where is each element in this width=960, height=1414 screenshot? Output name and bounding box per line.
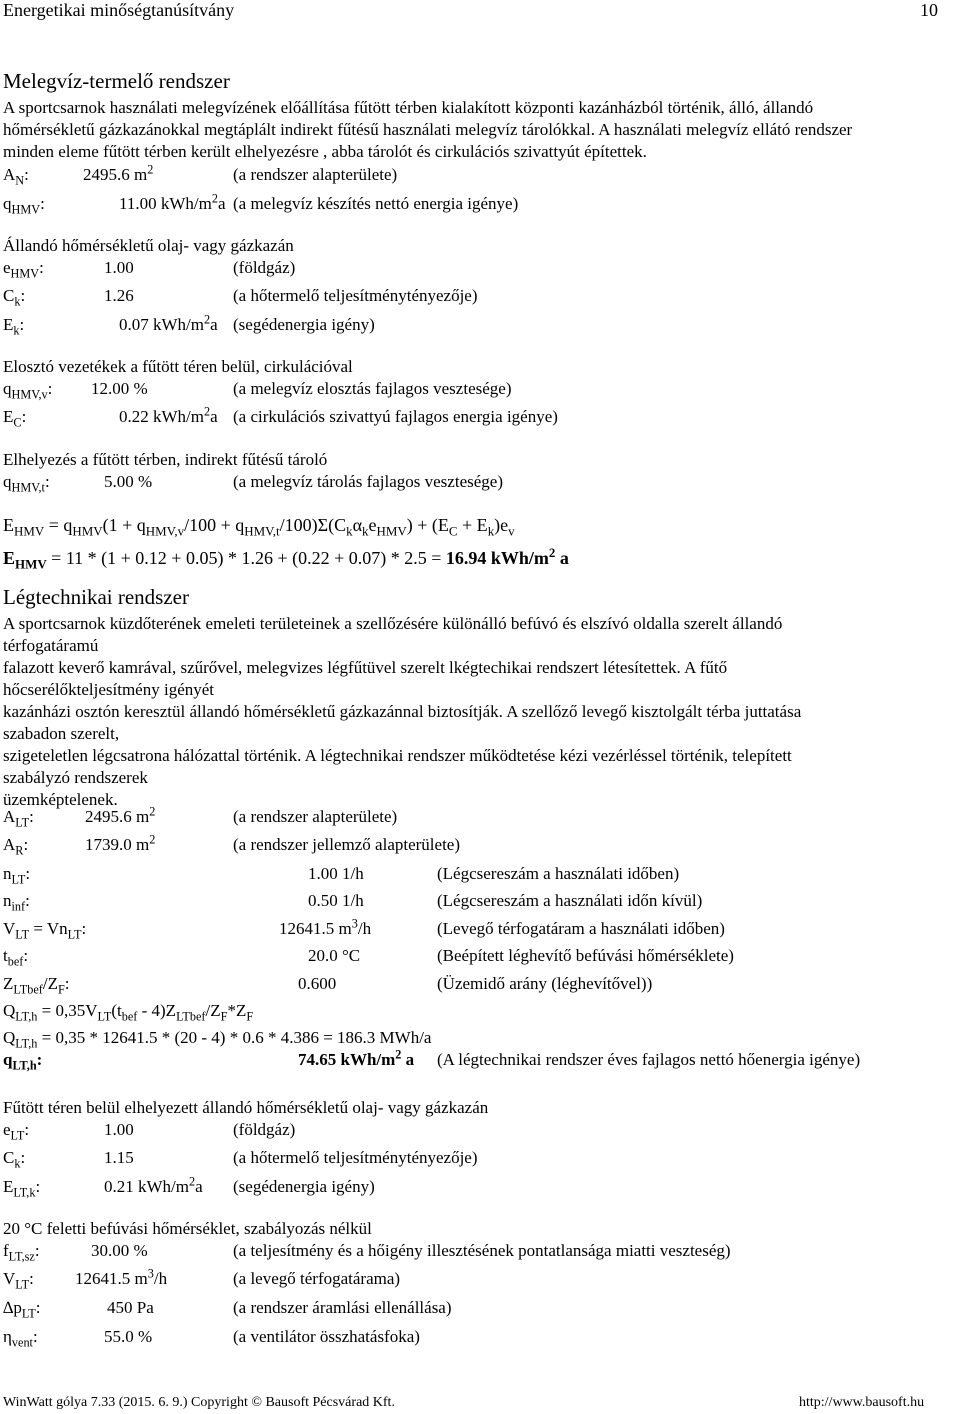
text-fragment: HMV,v xyxy=(145,523,185,539)
text-fragment: LT,h xyxy=(15,1009,38,1024)
ehmv-description: (földgáz) xyxy=(233,258,296,277)
footer-copyright: WinWatt gólya 7.33 (2015. 6. 9.) Copyright © Bausoft Pécsvárad Kft. xyxy=(3,1395,395,1410)
text-fragment: LT xyxy=(15,927,30,942)
qlth-result-value xyxy=(298,1047,415,1070)
text-fragment: 3 xyxy=(351,916,358,931)
text-fragment: 2 xyxy=(189,1174,196,1189)
text-fragment: C xyxy=(448,523,458,539)
text-fragment: LT xyxy=(10,1128,25,1143)
qhmvt-value xyxy=(104,472,152,492)
alt-description: (a rendszer alapterülete) xyxy=(233,807,398,826)
text-fragment: LT xyxy=(15,815,30,830)
text-fragment: k xyxy=(14,1156,21,1171)
text-fragment: LT xyxy=(15,1277,30,1292)
text-fragment: N xyxy=(15,173,25,188)
text-fragment: 20.0 °C xyxy=(308,946,361,965)
ninf-symbol xyxy=(3,891,30,914)
ck-description: (a hőtermelő teljesítménytényezője) xyxy=(233,286,478,305)
text-fragment: E xyxy=(3,315,14,334)
text-fragment: f xyxy=(3,1241,9,1260)
text-fragment: HMV xyxy=(14,523,45,539)
text-fragment: (t xyxy=(111,1001,122,1020)
text-fragment: 3 xyxy=(147,1266,154,1281)
text-fragment: ∆p xyxy=(3,1298,22,1317)
text-fragment: 30.00 % xyxy=(91,1241,148,1260)
text-fragment: HMV,t xyxy=(11,480,45,495)
text-fragment: LT,k xyxy=(13,1185,36,1200)
text-fragment: = 0,35V xyxy=(37,1001,98,1020)
text-fragment: t xyxy=(3,946,8,965)
text-fragment: HMV xyxy=(72,523,103,539)
qhmvt-symbol xyxy=(3,472,50,495)
text-fragment: *Z xyxy=(227,1001,247,1020)
an-description: (a rendszer alapterülete) xyxy=(233,165,398,184)
text-fragment: A xyxy=(3,835,16,854)
ck-lt-symbol xyxy=(3,1148,26,1171)
text-fragment: V xyxy=(3,919,16,938)
text-fragment: E xyxy=(3,515,14,535)
ec-description: (a cirkulációs szivattyú fajlagos energia igénye) xyxy=(233,407,558,426)
text-fragment: a xyxy=(401,1050,415,1069)
lt-boiler-heading: Fűtött téren belül elhelyezett állandó hőmérsékletű olaj- vagy gázkazán xyxy=(3,1098,489,1117)
hmv-boiler-heading: Állandó hőmérsékletű olaj- vagy gázkazán xyxy=(3,236,294,255)
text-fragment: 2 xyxy=(211,191,218,206)
text-fragment: Z xyxy=(3,974,14,993)
ar-symbol xyxy=(3,835,29,858)
text-fragment: LT xyxy=(67,927,82,942)
text-fragment: /Z xyxy=(42,974,58,993)
text-fragment: : xyxy=(39,258,44,277)
text-fragment: HMV,v xyxy=(11,387,48,402)
text-fragment: E xyxy=(3,1177,14,1196)
text-fragment: 0.50 1/h xyxy=(308,891,364,910)
qlth-result-symbol xyxy=(3,1050,43,1073)
text-fragment: : xyxy=(25,891,30,910)
lt-intro-line: kazánházi osztón keresztül állandó hőmérsékletű gázkazánnal biztosítják. A szellőző levegő kisztolgált térba juttatása xyxy=(3,702,802,721)
text-fragment: : xyxy=(35,1298,41,1317)
text-fragment: a xyxy=(555,548,569,568)
elt-symbol xyxy=(3,1120,30,1143)
dplt-value xyxy=(107,1298,154,1318)
dplt-symbol xyxy=(3,1298,41,1321)
qhmvv-value xyxy=(91,379,148,399)
text-fragment: : xyxy=(36,1050,43,1069)
text-fragment: = 0,35 * 12641.5 * (20 - 4) * 0.6 * 4.386 = 186.3 MWh/a xyxy=(37,1028,432,1047)
text-fragment: ) + (E xyxy=(406,515,449,535)
text-fragment: = q xyxy=(44,515,73,535)
qhmv-description: (a melegvíz készítés nettó energia igénye) xyxy=(233,194,519,213)
text-fragment: : xyxy=(25,864,31,883)
text-fragment: 5.00 % xyxy=(104,472,153,491)
text-fragment: LT,h xyxy=(15,1036,38,1051)
elt-description: (földgáz) xyxy=(233,1120,296,1139)
elt-value xyxy=(104,1120,134,1140)
text-fragment: /h xyxy=(153,1269,168,1288)
hmv-intro-line: hőmérsékletű gázkazánokkal megtáplált indirekt fűtésű használati melegvíz tárolókkal. A használati melegvíz ellátó rendszer xyxy=(3,120,853,139)
tbef-value xyxy=(308,946,360,966)
an-value xyxy=(83,162,154,185)
text-fragment: 0.07 kWh/m xyxy=(119,315,204,334)
text-fragment: - 4)Z xyxy=(137,1001,177,1020)
text-fragment: LTbef xyxy=(13,982,43,997)
qlth-formula xyxy=(3,1001,254,1024)
text-fragment: 0.21 kWh/m xyxy=(104,1177,189,1196)
text-fragment: 2495.6 m xyxy=(85,807,150,826)
text-fragment: a xyxy=(210,315,218,334)
qlth-result-description: (A légtechnikai rendszer éves fajlagos nettó hőenergia igénye) xyxy=(437,1050,861,1069)
qhmv-value xyxy=(119,191,226,214)
qlth-calculation xyxy=(3,1028,432,1051)
text-fragment: : xyxy=(32,1327,38,1346)
an-symbol xyxy=(3,165,29,188)
text-fragment: Q xyxy=(3,1001,16,1020)
eltk-value xyxy=(104,1174,203,1197)
ehmv-value xyxy=(104,258,134,278)
nlt-description: (Légcsereszám a használati időben) xyxy=(437,864,680,883)
ehmv-symbol xyxy=(3,258,44,281)
text-fragment: 2 xyxy=(395,1047,402,1062)
text-fragment: : xyxy=(24,165,29,184)
text-fragment: : xyxy=(64,974,70,993)
text-fragment: HMV,t xyxy=(244,523,280,539)
lt-intro-line: A sportcsarnok küzdőterének emeleti területeinek a szellőzésére különálló befúvó és elszívó oldalla szerelt állandó xyxy=(3,614,783,633)
text-fragment: q xyxy=(3,379,12,398)
vlt2-description: (a levegő térfogatárama) xyxy=(233,1269,401,1288)
text-fragment: k xyxy=(13,323,20,338)
text-fragment: C xyxy=(3,1148,15,1167)
text-fragment: 2 xyxy=(149,832,156,847)
flt-value xyxy=(91,1241,148,1261)
text-fragment: 0.600 xyxy=(298,974,337,993)
text-fragment: α xyxy=(352,515,363,535)
hmv-result xyxy=(3,544,569,572)
text-fragment: q xyxy=(3,194,12,213)
ec-symbol xyxy=(3,407,27,430)
text-fragment: R xyxy=(15,843,24,858)
text-fragment: e xyxy=(3,258,11,277)
text-fragment: 2 xyxy=(149,804,156,819)
alt-symbol xyxy=(3,807,34,830)
tbef-symbol xyxy=(3,946,29,969)
hmv-distribution-heading: Elosztó vezetékek a fűtött téren belül, cirkulációval xyxy=(3,357,353,376)
text-fragment: : xyxy=(19,315,25,334)
text-fragment: 0.22 kWh/m xyxy=(119,407,204,426)
text-fragment: HMV xyxy=(15,556,47,572)
hmv-intro-line: minden eleme fűtött térben került elhelyezésre , abba tárolót és cirkulációs szivattyút építettek. xyxy=(3,142,647,161)
section-heading-hmv: Melegvíz-termelő rendszer xyxy=(3,69,230,93)
qhmvv-symbol xyxy=(3,379,53,402)
text-fragment: : xyxy=(29,807,34,826)
text-fragment: 2495.6 m xyxy=(83,165,148,184)
text-fragment: : xyxy=(34,1241,40,1260)
flt-description: (a teljesítmény és a hőigény illesztésének pontatlansága miatti veszteség) xyxy=(233,1241,731,1260)
text-fragment: e xyxy=(3,1120,11,1139)
vlt2-symbol xyxy=(3,1269,34,1292)
lt-intro-line: szabályzó rendszerek xyxy=(3,768,148,787)
text-fragment: q xyxy=(3,1050,13,1069)
text-fragment: : xyxy=(20,286,26,305)
text-fragment: 74.65 kWh/m xyxy=(298,1050,396,1069)
text-fragment: V xyxy=(3,1269,16,1288)
text-fragment: LT xyxy=(21,1306,36,1321)
qhmvv-description: (a melegvíz elosztás fajlagos vesztesége) xyxy=(233,379,512,398)
text-fragment: 12641.5 m xyxy=(75,1269,148,1288)
lt-intro-line: üzemképtelenek. xyxy=(3,790,118,809)
text-fragment: bef xyxy=(121,1009,138,1024)
text-fragment: 2 xyxy=(548,544,556,560)
text-fragment: 12641.5 m xyxy=(279,919,352,938)
vlt-symbol xyxy=(3,919,87,942)
text-fragment: : xyxy=(23,946,29,965)
text-fragment: 1.00 1/h xyxy=(308,864,364,883)
text-fragment: C xyxy=(3,286,15,305)
text-fragment: v xyxy=(508,523,515,539)
ar-description: (a rendszer jellemző alapterülete) xyxy=(233,835,461,854)
text-fragment: HMV xyxy=(11,202,41,217)
ninf-description: (Légcsereszám a használati időn kívül) xyxy=(437,891,703,910)
text-fragment: + E xyxy=(457,515,488,535)
text-fragment: η xyxy=(3,1327,12,1346)
lt-intro-paragraph xyxy=(3,613,955,811)
text-fragment: C xyxy=(13,415,22,430)
text-fragment: A xyxy=(3,165,16,184)
vlt-description: (Levegő térfogatáram a használati időben) xyxy=(437,919,725,938)
zratio-symbol xyxy=(3,974,70,997)
text-fragment: 2 xyxy=(204,312,211,327)
text-fragment: = Vn xyxy=(29,919,68,938)
vlt-value xyxy=(279,916,372,939)
eta-symbol xyxy=(3,1327,38,1350)
text-fragment: 1.15 xyxy=(104,1148,134,1167)
text-fragment: LT,sz xyxy=(8,1249,35,1264)
text-fragment: /h xyxy=(357,919,372,938)
text-fragment: E xyxy=(3,548,16,568)
text-fragment: Q xyxy=(3,1028,16,1047)
ck-lt-description: (a hőtermelő teljesítménytényezője) xyxy=(233,1148,478,1167)
text-fragment: 2 xyxy=(147,162,154,177)
eltk-description: (segédenergia igény) xyxy=(233,1177,375,1196)
text-fragment: HMV xyxy=(10,266,40,281)
text-fragment: 55.0 % xyxy=(104,1327,153,1346)
text-fragment: : xyxy=(47,379,53,398)
ec-value xyxy=(119,404,218,427)
lt-intro-line: hőcserélőkteljesítmény igényét xyxy=(3,680,215,699)
text-fragment: E xyxy=(3,407,14,426)
ar-value xyxy=(85,832,156,855)
text-fragment: n xyxy=(3,864,12,883)
text-fragment: q xyxy=(3,472,12,491)
text-fragment: : xyxy=(44,472,50,491)
zratio-description: (Üzemidő arány (léghevítővel)) xyxy=(437,974,653,993)
text-fragment: LTbef xyxy=(176,1009,206,1024)
vlt2-value xyxy=(75,1266,168,1289)
hmv-storage-heading: Elhelyezés a fűtött térben, indirekt fűtésű tároló xyxy=(3,450,328,469)
text-fragment: /Z xyxy=(205,1001,221,1020)
lt-intro-line: falazott keverő kamrával, szűrővel, melegvizes légfűtüvel szerelt lkégtechikai rendszert létesítettek. A fűtő xyxy=(3,658,728,677)
text-fragment: 11.00 kWh/m xyxy=(119,194,212,213)
section-heading-lt: Légtechnikai rendszer xyxy=(3,585,189,609)
zratio-value xyxy=(298,974,336,994)
text-fragment: LT xyxy=(11,872,26,887)
ck-lt-value xyxy=(104,1148,134,1168)
ek-description: (segédenergia igény) xyxy=(233,315,375,334)
text-fragment: F xyxy=(246,1009,254,1024)
text-fragment: : xyxy=(24,1120,30,1139)
text-fragment: HMV xyxy=(376,523,407,539)
text-fragment: : xyxy=(20,1148,26,1167)
alt-value xyxy=(85,804,156,827)
lt-intro-line: szabadon szerelt, xyxy=(3,724,120,743)
flt-symbol xyxy=(3,1241,40,1264)
text-fragment: F xyxy=(57,982,65,997)
document-title: Energetikai minőségtanúsítvány xyxy=(3,0,235,20)
text-fragment: n xyxy=(3,891,12,910)
hmv-formula xyxy=(3,515,515,539)
text-fragment: A xyxy=(3,807,16,826)
eta-description: (a ventilátor összhatásfoka) xyxy=(233,1327,420,1346)
text-fragment: k xyxy=(346,523,353,539)
text-fragment: 2 xyxy=(204,404,211,419)
text-fragment: F xyxy=(220,1009,228,1024)
text-fragment: LT,h xyxy=(12,1058,37,1073)
text-fragment: : xyxy=(29,1269,34,1288)
text-fragment: )e xyxy=(494,515,509,535)
text-fragment: 1.00 xyxy=(104,258,134,277)
text-fragment: a xyxy=(218,194,226,213)
page-number: 10 xyxy=(920,0,938,20)
eta-value xyxy=(104,1327,152,1347)
text-fragment: k xyxy=(487,523,495,539)
text-fragment: LT xyxy=(97,1009,112,1024)
text-fragment: 16.94 kWh/m xyxy=(445,548,549,568)
lt-blow-heading: 20 °C feletti befúvási hőmérséklet, szabályozás nélkül xyxy=(3,1219,372,1238)
ek-value xyxy=(119,312,218,335)
ck-symbol xyxy=(3,286,26,309)
text-fragment: 450 Pa xyxy=(107,1298,154,1317)
text-fragment: 1.00 xyxy=(104,1120,134,1139)
text-fragment: a xyxy=(210,407,218,426)
hmv-intro-line: A sportcsarnok használati melegvízének előállítása fűtött térben kialakított központi kazánházból történik, álló, állandó xyxy=(3,98,814,117)
hmv-intro-paragraph xyxy=(3,97,955,163)
text-fragment: /100)Σ(C xyxy=(279,515,347,535)
nlt-symbol xyxy=(3,864,31,887)
text-fragment: /100 + q xyxy=(184,515,245,535)
text-fragment: : xyxy=(35,1177,41,1196)
text-fragment: k xyxy=(14,294,21,309)
lt-intro-line: térfogatáramú xyxy=(3,636,99,655)
text-fragment: : xyxy=(40,194,45,213)
text-fragment: k xyxy=(362,523,369,539)
text-fragment: e xyxy=(368,515,377,535)
text-fragment: 1.26 xyxy=(104,286,134,305)
qhmvt-description: (a melegvíz tárolás fajlagos vesztesége) xyxy=(233,472,503,491)
text-fragment: a xyxy=(195,1177,203,1196)
text-fragment: : xyxy=(23,835,29,854)
footer-link[interactable]: http://www.bausoft.hu xyxy=(799,1395,925,1410)
text-fragment: 12.00 % xyxy=(91,379,148,398)
text-fragment: bef xyxy=(7,954,24,969)
text-fragment: : xyxy=(81,919,87,938)
text-fragment: vent xyxy=(11,1335,33,1350)
qhmv-symbol xyxy=(3,194,45,217)
nlt-value xyxy=(308,864,364,884)
dplt-description: (a rendszer áramlási ellenállása) xyxy=(233,1298,452,1317)
eltk-symbol xyxy=(3,1177,41,1200)
ck-value xyxy=(104,286,134,306)
text-fragment: inf xyxy=(11,899,26,914)
ek-symbol xyxy=(3,315,25,338)
ninf-value xyxy=(308,891,364,911)
text-fragment: 1739.0 m xyxy=(85,835,150,854)
tbef-description: (Beépített léghevítő befúvási hőmérséklete) xyxy=(437,946,734,965)
text-fragment: (1 + q xyxy=(102,515,146,535)
text-fragment: = 11 * (1 + 0.12 + 0.05) * 1.26 + (0.22 + 0.07) * 2.5 = xyxy=(46,548,446,568)
lt-intro-line: szigeteletlen légcsatrona hálózattal történik. A légtechnikai rendszer működtetése kézi vezérléssel történik, telepített xyxy=(3,746,792,765)
text-fragment: : xyxy=(21,407,27,426)
